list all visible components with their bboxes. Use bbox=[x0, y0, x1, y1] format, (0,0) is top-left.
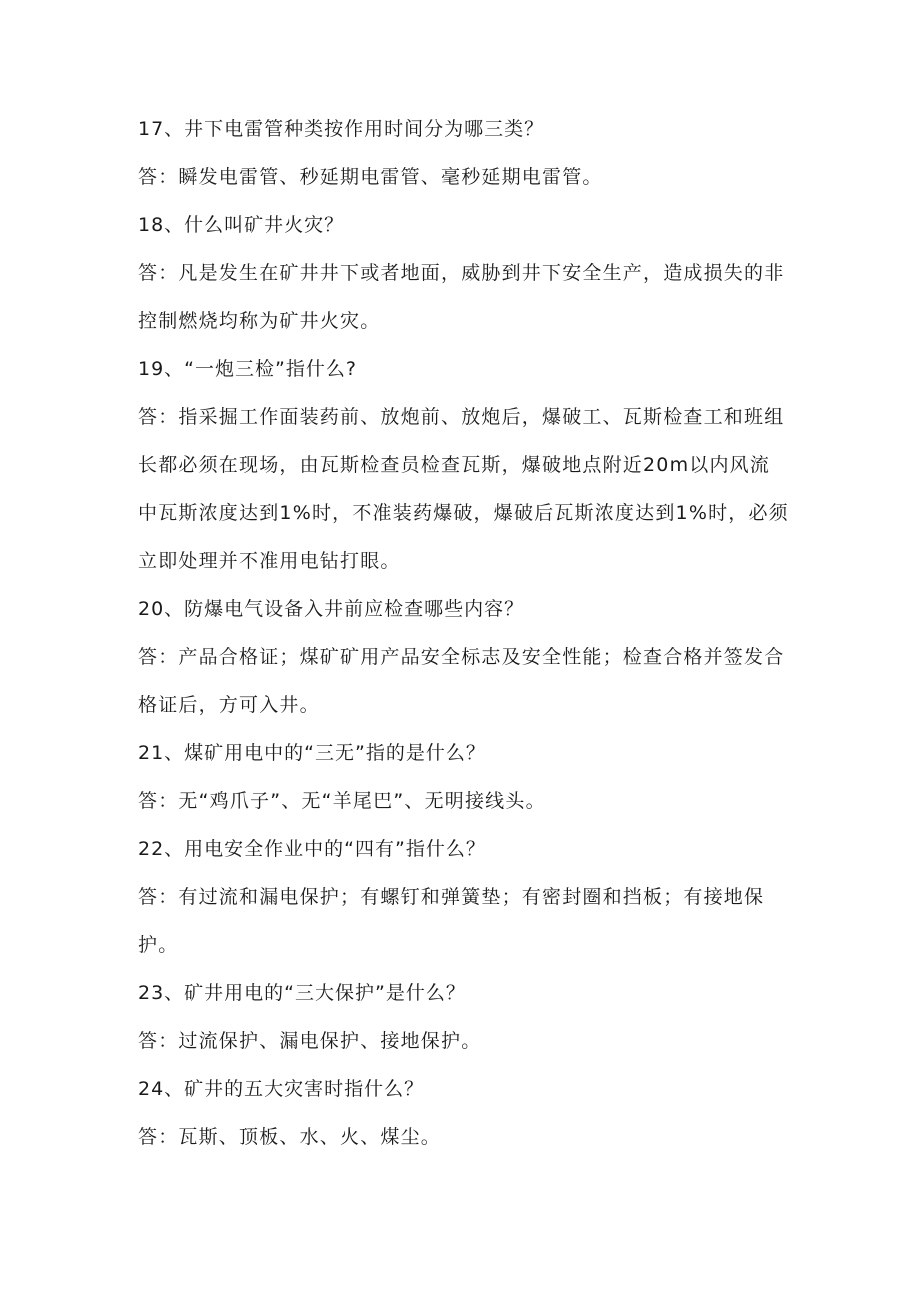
answer-19-line-4: 立即处理并不准用电钻打眼。 bbox=[138, 550, 401, 572]
answer-19-line-1: 答：指采掘工作面装药前、放炮前、放炮后，爆破工、瓦斯检查工和班组 bbox=[138, 406, 785, 428]
answer-20-line-1: 答：产品合格证；煤矿矿用产品安全标志及安全性能；检查合格并签发合 bbox=[138, 646, 785, 668]
question-24: 24、矿井的五大灾害时指什么？ bbox=[138, 1078, 425, 1100]
answer-22-line-1: 答：有过流和漏电保护；有螺钉和弹簧垫；有密封圈和挡板；有接地保 bbox=[138, 886, 765, 908]
answer-21: 答：无“鸡爪子”、无“羊尾巴”、无明接线头。 bbox=[138, 790, 546, 812]
question-20: 20、防爆电气设备入井前应检查哪些内容？ bbox=[138, 598, 525, 620]
answer-18-line-1: 答：凡是发生在矿井井下或者地面，威胁到井下安全生产，造成损失的非 bbox=[138, 262, 785, 284]
answer-23: 答：过流保护、漏电保护、接地保护。 bbox=[138, 1030, 482, 1052]
question-22: 22、用电安全作业中的“四有”指什么？ bbox=[138, 838, 486, 860]
answer-18-line-2: 控制燃烧均称为矿井火灾。 bbox=[138, 310, 381, 332]
answer-22-line-2: 护。 bbox=[138, 934, 179, 956]
document-body bbox=[138, 114, 788, 1170]
question-23: 23、矿井用电的“三大保护”是什么？ bbox=[138, 982, 466, 1004]
answer-19-line-3: 中瓦斯浓度达到1%时，不准装药爆破，爆破后瓦斯浓度达到1%时，必须 bbox=[138, 502, 789, 524]
answer-20-line-2: 格证后，方可入井。 bbox=[138, 694, 320, 716]
question-21: 21、煤矿用电中的“三无”指的是什么？ bbox=[138, 742, 486, 764]
question-17: 17、井下电雷管种类按作用时间分为哪三类？ bbox=[138, 118, 545, 140]
answer-19-line-2: 长都必须在现场，由瓦斯检查员检查瓦斯，爆破地点附近20m以内风流 bbox=[138, 454, 771, 476]
question-18: 18、什么叫矿井火灾？ bbox=[138, 214, 345, 236]
answer-17: 答：瞬发电雷管、秒延期电雷管、毫秒延期电雷管。 bbox=[138, 166, 603, 188]
question-19: 19、“一炮三检”指什么? bbox=[138, 358, 357, 380]
answer-24: 答：瓦斯、顶板、水、火、煤尘。 bbox=[138, 1126, 442, 1148]
